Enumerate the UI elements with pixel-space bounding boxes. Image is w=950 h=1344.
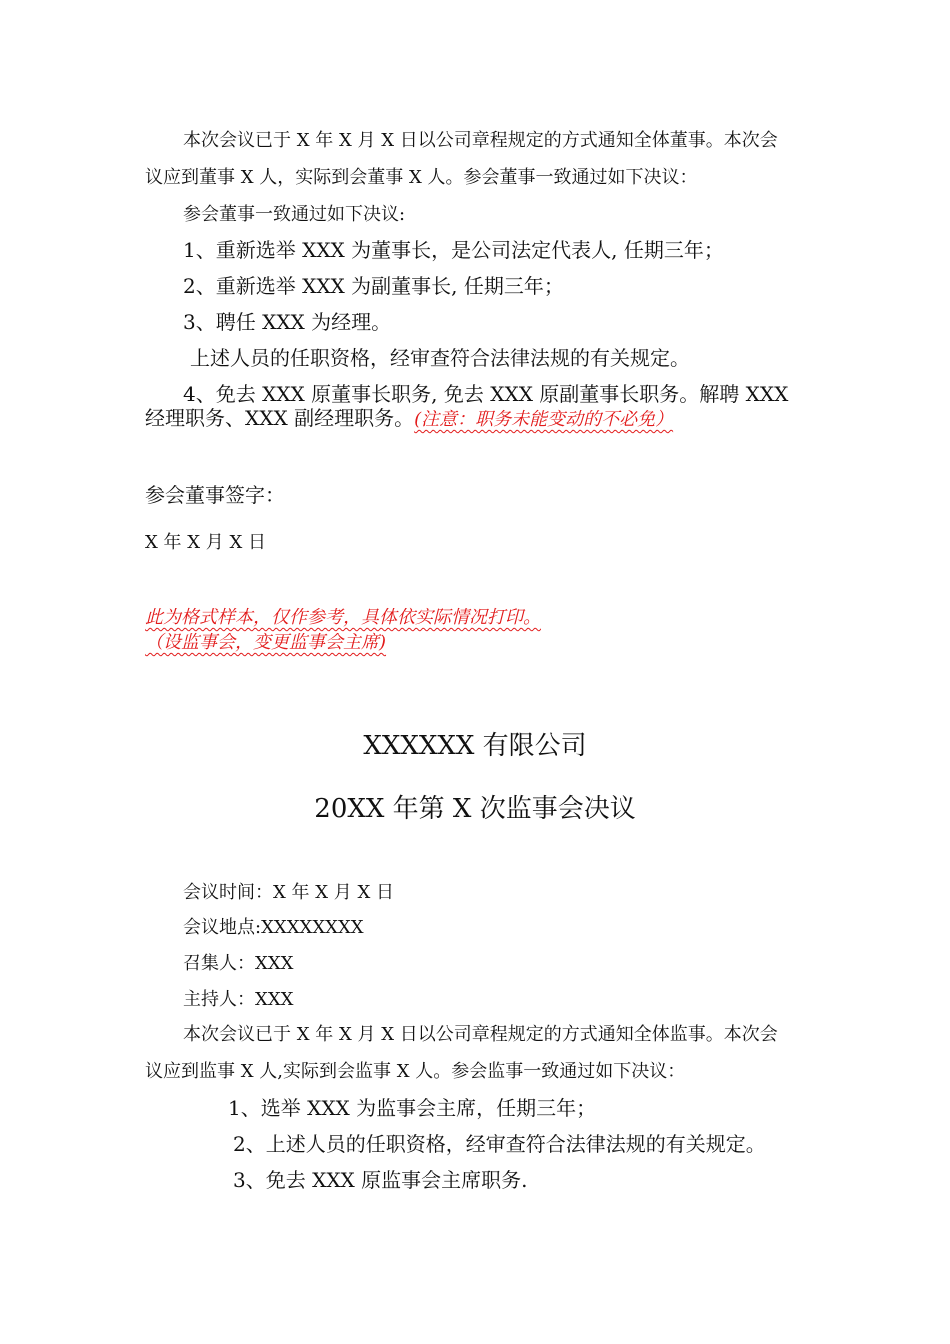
board-qualification: 上述人员的任职资格，经审查符合法律法规的有关规定。 [190, 346, 690, 370]
board-resolved-text: 参会董事一致通过如下决议: [183, 204, 406, 225]
meeting-time: 会议时间：X 年 X 月 X 日 [183, 882, 395, 903]
board-intro-line2: 议应到董事 X 人，实际到会董事 X 人。参会董事一致通过如下决议： [145, 167, 698, 188]
board-date: X 年 X 月 X 日 [145, 532, 267, 553]
supervisory-intro-line2: 议应到监事 X 人,实际到会监事 X 人。参会监事一致通过如下决议： [145, 1061, 686, 1082]
supervisory-item-1: 1、选举 XXX 为监事会主席，任期三年； [228, 1096, 597, 1120]
supervisory-intro-line1: 本次会议已于 X 年 X 月 X 日以公司章程规定的方式通知全体监事。本次会 [183, 1024, 778, 1045]
meeting-convener: 召集人：XXX [183, 953, 294, 974]
supervisory-item-2: 2、上述人员的任职资格，经审查符合法律法规的有关规定。 [233, 1132, 766, 1156]
board-item-4-line1: 4、免去 XXX 原董事长职务, 免去 XXX 原副董事长职务。解聘 XXX [183, 382, 789, 406]
board-item-4-text: 经理职务、XXX 副经理职务。 [145, 406, 415, 430]
board-item-3: 3、聘任 XXX 为经理。 [183, 310, 392, 334]
company-name: XXXXXX 有限公司 [363, 731, 587, 761]
sample-note-line1: 此为格式样本，仅作参考，具体依实际情况打印。 [145, 607, 541, 628]
meeting-host: 主持人：XXX [183, 989, 294, 1010]
meeting-place: 会议地点:XXXXXXXX [183, 917, 364, 938]
board-item-1: 1、重新选举 XXX 为董事长，是公司法定代表人, 任期三年； [183, 238, 724, 262]
board-intro-line1: 本次会议已于 X 年 X 月 X 日以公司章程规定的方式通知全体董事。本次会 [183, 130, 778, 151]
board-item-4-line2 [145, 402, 673, 431]
board-signature-label: 参会董事签字： [145, 483, 285, 507]
sample-note-line2: （设监事会，变更监事会主席) [145, 632, 387, 653]
board-item-2: 2、重新选举 XXX 为副董事长, 任期三年； [183, 274, 564, 298]
resolution-title: 20XX 年第 X 次监事会决议 [314, 794, 636, 824]
supervisory-item-3: 3、免去 XXX 原监事会主席职务. [233, 1168, 528, 1192]
board-item-4-note: (注意：职务未能变动的不必免） [414, 409, 674, 430]
